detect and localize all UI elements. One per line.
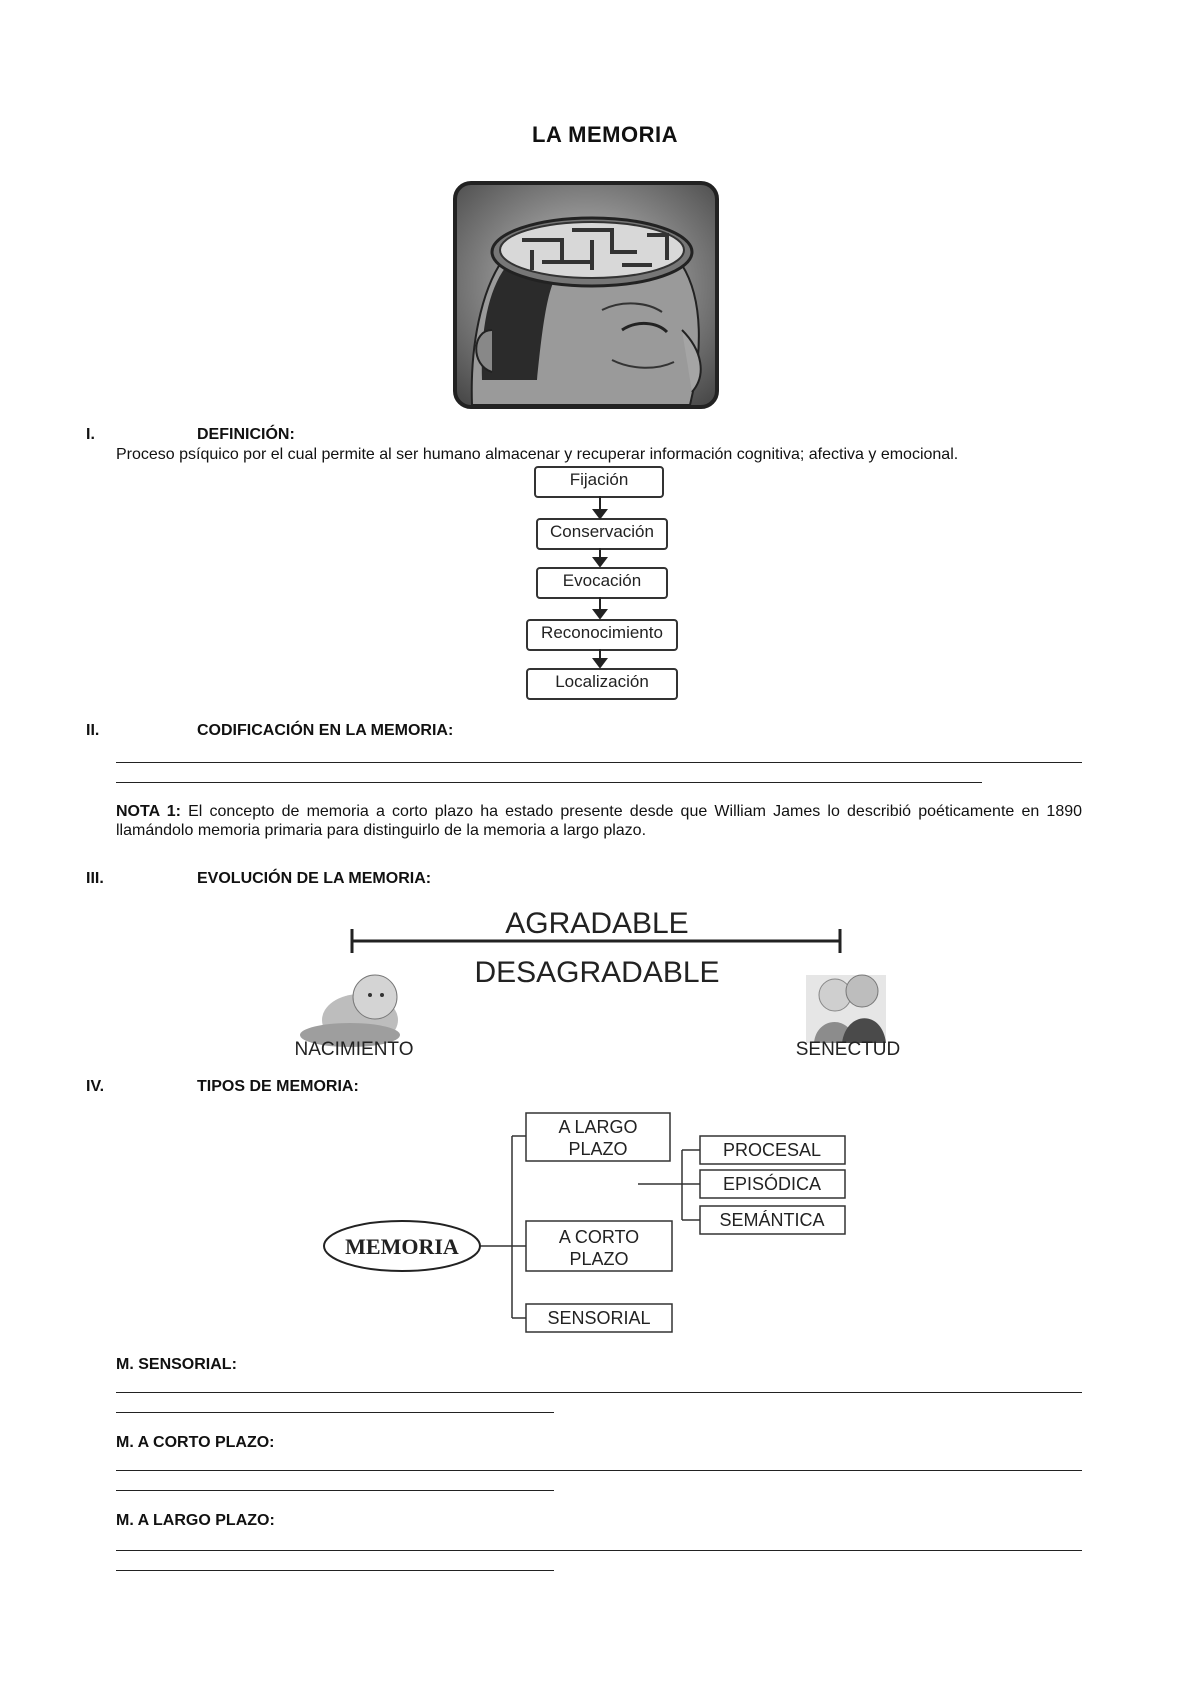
flow-step-reconocimiento: Reconocimiento [526, 619, 678, 651]
flow-arrows [590, 496, 610, 670]
nota-1 [116, 802, 1082, 840]
episodica-label: EPISÓDICA [722, 1174, 822, 1194]
answer-line [116, 1392, 1082, 1393]
section-4-title: TIPOS DE MEMORIA: [197, 1078, 359, 1095]
answer-line [116, 1570, 554, 1571]
page-title: LA MEMORIA [532, 122, 678, 147]
section-3-title: EVOLUCIÓN DE LA MEMORIA: [197, 870, 432, 887]
answer-line [116, 1490, 554, 1491]
baby-picture [300, 975, 400, 1047]
section-1-number: I. [86, 426, 95, 443]
memory-types-diagram [320, 1112, 860, 1337]
definition-text: Proceso psíquico por el cual permite al ser humano almacenar y recuperar información cognitiva; afectiva y emocional. [116, 446, 959, 463]
procesal-label: PROCESAL [722, 1140, 822, 1160]
long-term-label-line-2: PLAZO [568, 1139, 628, 1159]
answer-line [116, 1550, 1082, 1551]
answer-line [116, 762, 1082, 763]
flow-step-conservacion: Conservación [536, 518, 668, 550]
evolution-diagram [290, 895, 930, 1070]
subsection-sensorial: M. SENSORIAL: [116, 1356, 237, 1373]
brain-maze-illustration [452, 180, 720, 410]
long-term-label-line-1: A LARGO [558, 1117, 638, 1137]
flow-step-fijacion: Fijación [534, 466, 664, 498]
section-3-number: III. [86, 870, 104, 887]
semantica-label: SEMÁNTICA [719, 1210, 825, 1230]
section-1-title: DEFINICIÓN: [197, 426, 295, 443]
elderly-couple-picture [806, 975, 886, 1043]
subsection-largo-plazo: M. A LARGO PLAZO: [116, 1512, 275, 1529]
evolution-right-label: SENECTUD [795, 1039, 901, 1060]
evolution-left-label: NACIMIENTO [294, 1039, 414, 1060]
memory-root-label: MEMORIA [345, 1234, 459, 1259]
section-2-title: CODIFICACIÓN EN LA MEMORIA: [197, 722, 454, 739]
evolution-top-label: AGRADABLE [505, 907, 689, 940]
short-term-label-line-2: PLAZO [569, 1249, 629, 1269]
nota-label: NOTA 1: [116, 803, 181, 820]
section-2-number: II. [86, 722, 100, 739]
short-term-label-line-1: A CORTO [558, 1227, 640, 1247]
nota-text: El concepto de memoria a corto plazo ha estado presente desde que William James lo describió poéticamente en 1890 llamándolo memoria primaria para distinguirlo de la memoria a largo plazo. [116, 803, 1083, 839]
answer-line [116, 782, 982, 783]
flow-step-localizacion: Localización [526, 668, 678, 700]
answer-line [116, 1412, 554, 1413]
evolution-bottom-label: DESAGRADABLE [474, 956, 720, 989]
subsection-corto-plazo: M. A CORTO PLAZO: [116, 1434, 275, 1451]
section-4-number: IV. [86, 1078, 105, 1095]
sensory-label: SENSORIAL [547, 1308, 651, 1328]
answer-line [116, 1470, 1082, 1471]
flow-step-evocacion: Evocación [536, 567, 668, 599]
